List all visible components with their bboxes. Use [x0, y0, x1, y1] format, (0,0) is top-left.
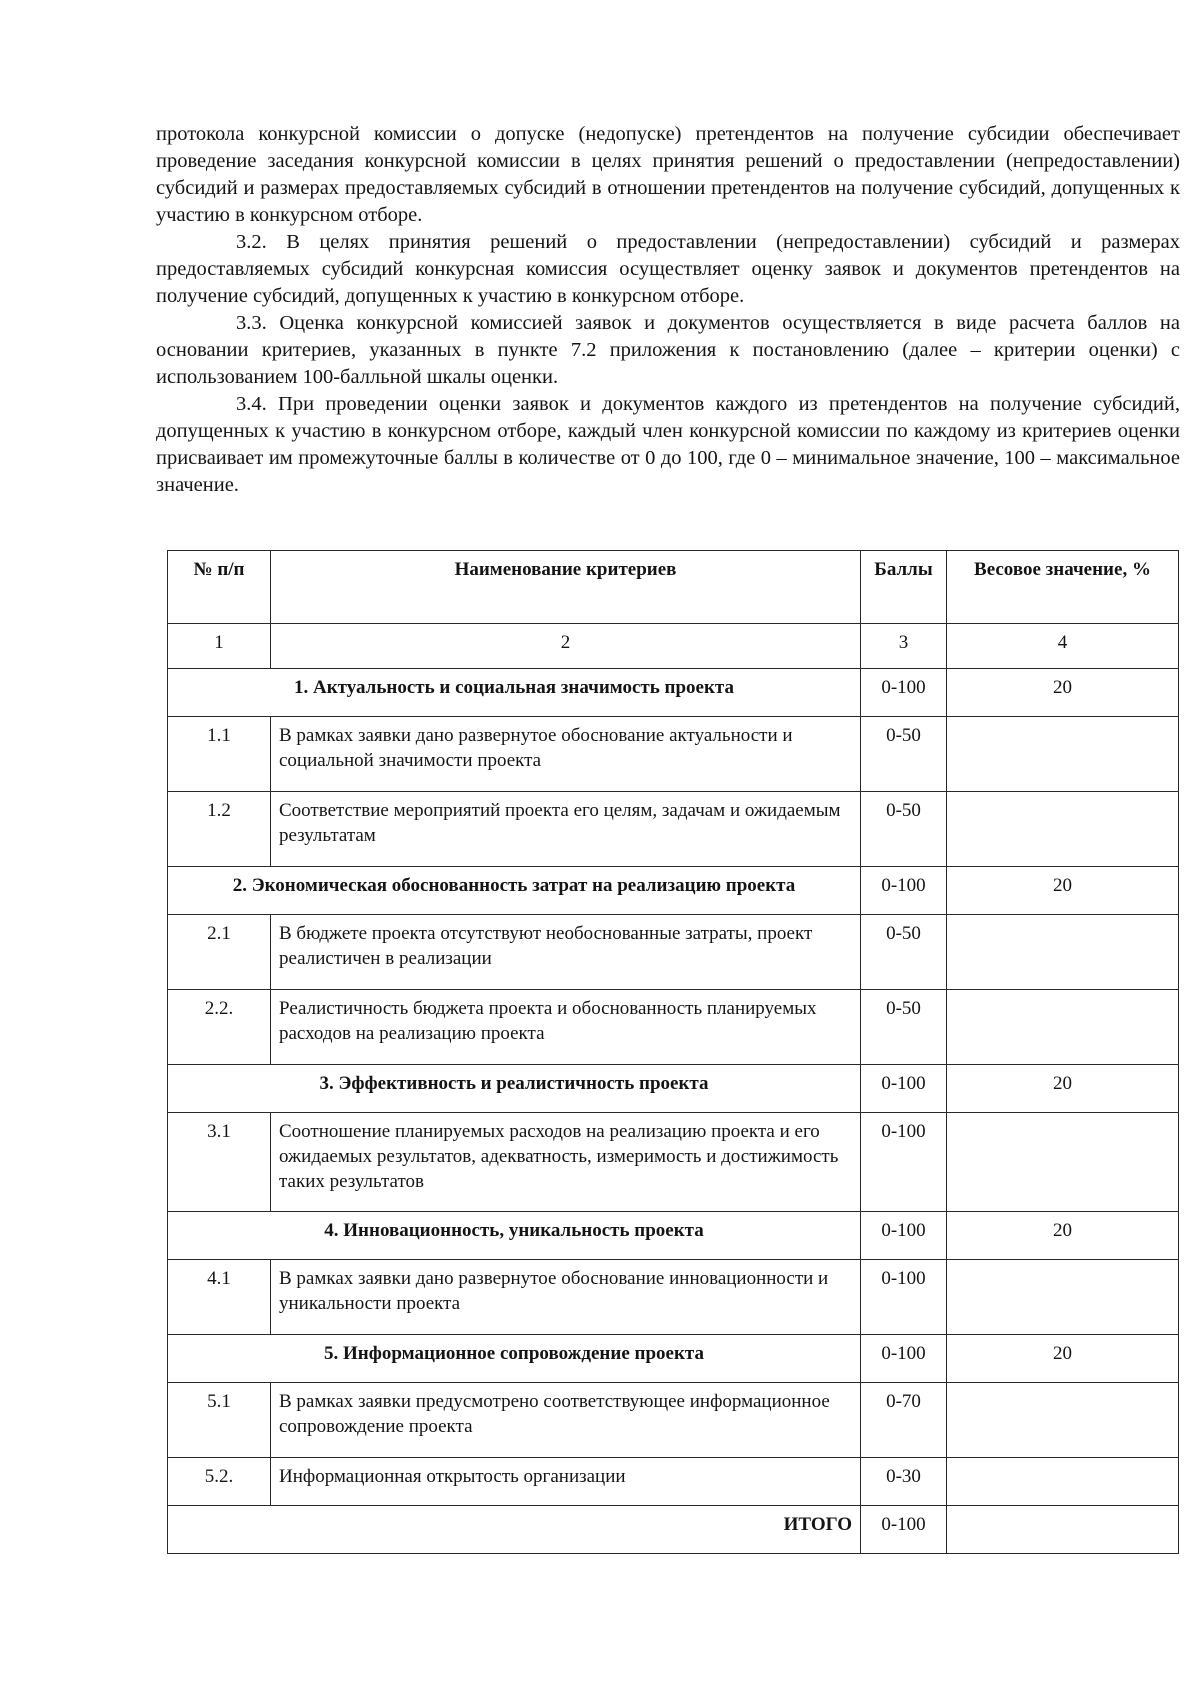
- criterion-row: [168, 1383, 1179, 1458]
- total-weight: [947, 1506, 1179, 1554]
- section-title: 2. Экономическая обоснованность затрат на реализацию проекта: [168, 867, 861, 915]
- paragraph-3-3: 3.3. Оценка конкурсной комиссией заявок и документов осуществляется в виде расчета баллов на основании критериев, указанных в пункте 7.2 приложения к постановлению (далее – критерии оценки) с использованием 100-балльной шкалы оценки.: [156, 312, 1180, 388]
- section-weight: 20: [947, 1212, 1179, 1260]
- criterion-text: Информационная открытость организации: [271, 1458, 861, 1506]
- criterion-number: 5.2.: [168, 1458, 271, 1506]
- section-points: 0-100: [861, 1065, 947, 1113]
- criterion-text: Соответствие мероприятий проекта его целям, задачам и ожидаемым результатам: [271, 792, 861, 867]
- criterion-text: Реалистичность бюджета проекта и обоснованность планируемых расходов на реализацию проекта: [271, 990, 861, 1065]
- criterion-text: В рамках заявки предусмотрено соответствующее информационное сопровождение проекта: [271, 1383, 861, 1458]
- column-numbers-row: [168, 624, 1179, 669]
- section-row: [168, 1335, 1179, 1383]
- criterion-number: 1.1: [168, 717, 271, 792]
- total-label: ИТОГО: [168, 1506, 861, 1554]
- column-number: 2: [271, 624, 861, 669]
- criterion-points: 0-70: [861, 1383, 947, 1458]
- criterion-row: [168, 915, 1179, 990]
- header-weight: Весовое значение, %: [947, 551, 1179, 624]
- criterion-number: 2.1: [168, 915, 271, 990]
- paragraph-3-4: 3.4. При проведении оценки заявок и документов каждого из претендентов на получение субсидий, допущенных к участию в конкурсном отборе, каждый член конкурсной комиссии по каждому из критериев оценки присваивает им промежуточные баллы в количестве от 0 до 100, где 0 – минимальное значение, 100 – максимальное значение.: [156, 393, 1180, 496]
- header-points: Баллы: [861, 551, 947, 624]
- section-weight: 20: [947, 669, 1179, 717]
- criterion-points: 0-100: [861, 1113, 947, 1212]
- paragraph-3-2: 3.2. В целях принятия решений о предоставлении (непредоставлении) субсидий и размерах предоставляемых субсидий конкурсная комиссия осуществляет оценку заявок и документов претендентов на получение субсидий, допущенных к участию в конкурсном отборе.: [156, 231, 1180, 307]
- criterion-points: 0-50: [861, 915, 947, 990]
- criterion-weight: [947, 990, 1179, 1065]
- section-points: 0-100: [861, 1335, 947, 1383]
- section-points: 0-100: [861, 1212, 947, 1260]
- table-header-row: [168, 551, 1179, 624]
- criterion-number: 3.1: [168, 1113, 271, 1212]
- criterion-points: 0-30: [861, 1458, 947, 1506]
- document-body: [156, 121, 1180, 499]
- criterion-points: 0-50: [861, 990, 947, 1065]
- criterion-weight: [947, 717, 1179, 792]
- paragraph-continuation: протокола конкурсной комиссии о допуске (недопуске) претендентов на получение субсидии обеспечивает проведение заседания конкурсной комиссии в целях принятия решений о предоставлении (непредоставлении) субсидий и размерах предоставляемых субсидий в отношении претендентов на получение субсидий, допущенных к участию в конкурсном отборе.: [156, 123, 1180, 226]
- criterion-text: Соотношение планируемых расходов на реализацию проекта и его ожидаемых результатов, адекватность, измеримость и достижимость таких результатов: [271, 1113, 861, 1212]
- criteria-table: [167, 550, 1179, 1554]
- criterion-row: [168, 1260, 1179, 1335]
- header-number: № п/п: [168, 551, 271, 624]
- criterion-weight: [947, 1260, 1179, 1335]
- criterion-points: 0-100: [861, 1260, 947, 1335]
- section-row: [168, 669, 1179, 717]
- section-title: 5. Информационное сопровождение проекта: [168, 1335, 861, 1383]
- section-points: 0-100: [861, 669, 947, 717]
- criterion-row: [168, 1458, 1179, 1506]
- criterion-weight: [947, 1383, 1179, 1458]
- criterion-weight: [947, 792, 1179, 867]
- column-number: 4: [947, 624, 1179, 669]
- section-title: 4. Инновационность, уникальность проекта: [168, 1212, 861, 1260]
- criterion-weight: [947, 915, 1179, 990]
- section-title: 3. Эффективность и реалистичность проекта: [168, 1065, 861, 1113]
- section-weight: 20: [947, 1335, 1179, 1383]
- criterion-number: 1.2: [168, 792, 271, 867]
- criterion-weight: [947, 1458, 1179, 1506]
- criterion-number: 4.1: [168, 1260, 271, 1335]
- header-criteria-name: Наименование критериев: [271, 551, 861, 624]
- column-number: 3: [861, 624, 947, 669]
- section-row: [168, 1065, 1179, 1113]
- criterion-text: В рамках заявки дано развернутое обоснование актуальности и социальной значимости проекта: [271, 717, 861, 792]
- criterion-row: [168, 1113, 1179, 1212]
- criterion-number: 2.2.: [168, 990, 271, 1065]
- column-number: 1: [168, 624, 271, 669]
- criterion-weight: [947, 1113, 1179, 1212]
- criterion-row: [168, 792, 1179, 867]
- total-row: [168, 1506, 1179, 1554]
- criterion-row: [168, 717, 1179, 792]
- criterion-number: 5.1: [168, 1383, 271, 1458]
- section-title: 1. Актуальность и социальная значимость проекта: [168, 669, 861, 717]
- criterion-points: 0-50: [861, 792, 947, 867]
- section-points: 0-100: [861, 867, 947, 915]
- total-points: 0-100: [861, 1506, 947, 1554]
- criterion-text: В бюджете проекта отсутствуют необоснованные затраты, проект реалистичен в реализации: [271, 915, 861, 990]
- section-row: [168, 1212, 1179, 1260]
- section-weight: 20: [947, 1065, 1179, 1113]
- criterion-text: В рамках заявки дано развернутое обоснование инновационности и уникальности проекта: [271, 1260, 861, 1335]
- section-weight: 20: [947, 867, 1179, 915]
- criterion-points: 0-50: [861, 717, 947, 792]
- criterion-row: [168, 990, 1179, 1065]
- section-row: [168, 867, 1179, 915]
